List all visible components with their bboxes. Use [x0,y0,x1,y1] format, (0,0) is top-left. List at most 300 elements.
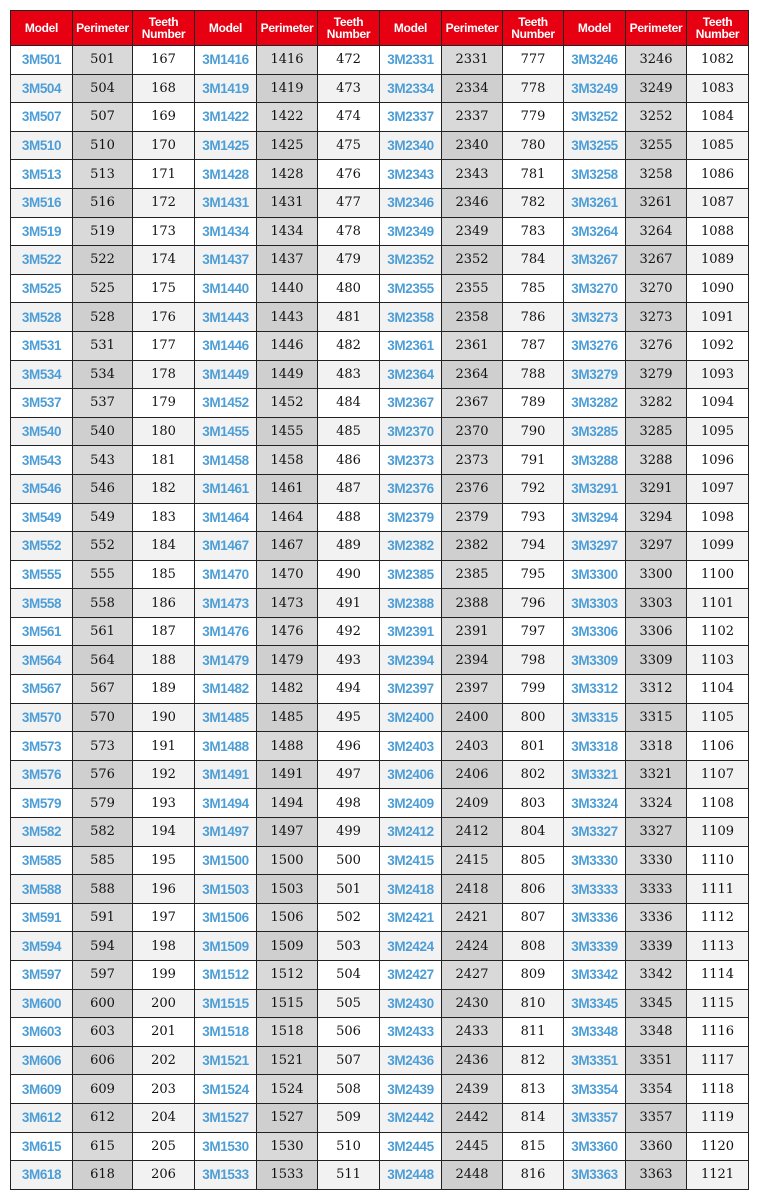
perimeter-cell: 2340 [442,131,503,160]
model-cell: 3M1518 [195,1018,257,1047]
header-teeth-line1: Teeth [702,15,733,29]
model-cell: 3M3321 [564,760,626,789]
table-row [11,1103,749,1132]
perimeter-cell: 3357 [626,1103,687,1132]
perimeter-cell: 1497 [257,818,318,847]
model-cell: 3M618 [11,1161,73,1190]
table-row [11,989,749,1018]
model-cell: 3M525 [11,274,73,303]
teeth-number-cell: 1096 [687,446,749,475]
perimeter-cell: 1440 [257,274,318,303]
model-cell: 3M3315 [564,703,626,732]
table-row [11,217,749,246]
perimeter-cell: 2400 [442,703,503,732]
teeth-number-cell: 784 [503,246,564,275]
perimeter-cell: 1473 [257,589,318,618]
teeth-number-cell: 794 [503,532,564,561]
perimeter-cell: 2439 [442,1075,503,1104]
teeth-number-cell: 178 [133,360,195,389]
perimeter-cell: 2403 [442,732,503,761]
perimeter-cell: 540 [73,417,133,446]
model-cell: 3M3318 [564,732,626,761]
perimeter-cell: 3300 [626,560,687,589]
teeth-number-cell: 789 [503,389,564,418]
model-cell: 3M549 [11,503,73,532]
model-cell: 3M1467 [195,532,257,561]
table-row [11,760,749,789]
perimeter-cell: 1455 [257,417,318,446]
teeth-number-cell: 1115 [687,989,749,1018]
model-cell: 3M555 [11,560,73,589]
model-cell: 3M1452 [195,389,257,418]
model-cell: 3M1533 [195,1161,257,1190]
model-cell: 3M3324 [564,789,626,818]
perimeter-cell: 543 [73,446,133,475]
model-cell: 3M2412 [380,818,442,847]
teeth-number-cell: 1121 [687,1161,749,1190]
teeth-number-cell: 501 [318,875,380,904]
perimeter-cell: 1425 [257,131,318,160]
perimeter-cell: 2445 [442,1132,503,1161]
model-cell: 3M3357 [564,1103,626,1132]
model-cell: 3M1428 [195,160,257,189]
perimeter-cell: 519 [73,217,133,246]
perimeter-cell: 507 [73,103,133,132]
teeth-number-cell: 1118 [687,1075,749,1104]
table-row [11,474,749,503]
teeth-number-cell: 199 [133,961,195,990]
perimeter-cell: 603 [73,1018,133,1047]
header-perimeter: Perimeter [73,11,133,46]
model-cell: 3M2442 [380,1103,442,1132]
teeth-number-cell: 1085 [687,131,749,160]
perimeter-cell: 1482 [257,675,318,704]
teeth-number-cell: 177 [133,331,195,360]
perimeter-cell: 1419 [257,74,318,103]
perimeter-cell: 1422 [257,103,318,132]
model-cell: 3M609 [11,1075,73,1104]
model-cell: 3M3261 [564,188,626,217]
perimeter-cell: 1452 [257,389,318,418]
model-cell: 3M3285 [564,417,626,446]
teeth-number-cell: 793 [503,503,564,532]
perimeter-cell: 504 [73,74,133,103]
teeth-number-cell: 492 [318,617,380,646]
perimeter-cell: 615 [73,1132,133,1161]
teeth-number-cell: 176 [133,303,195,332]
teeth-number-cell: 812 [503,1046,564,1075]
model-cell: 3M3249 [564,74,626,103]
teeth-number-cell: 796 [503,589,564,618]
perimeter-cell: 3303 [626,589,687,618]
teeth-number-cell: 174 [133,246,195,275]
model-cell: 3M1509 [195,932,257,961]
model-cell: 3M534 [11,360,73,389]
teeth-number-cell: 510 [318,1132,380,1161]
model-cell: 3M1443 [195,303,257,332]
header-perimeter: Perimeter [257,11,318,46]
teeth-number-cell: 780 [503,131,564,160]
perimeter-cell: 3330 [626,846,687,875]
perimeter-cell: 3261 [626,188,687,217]
perimeter-cell: 3279 [626,360,687,389]
teeth-number-cell: 778 [503,74,564,103]
teeth-number-cell: 1120 [687,1132,749,1161]
teeth-number-cell: 200 [133,989,195,1018]
teeth-number-cell: 511 [318,1161,380,1190]
model-cell: 3M2373 [380,446,442,475]
header-teeth-line1: Teeth [518,15,548,29]
perimeter-cell: 531 [73,331,133,360]
model-cell: 3M3339 [564,932,626,961]
model-cell: 3M3330 [564,846,626,875]
header-model: Model [11,11,73,46]
model-cell: 3M1446 [195,331,257,360]
model-cell: 3M615 [11,1132,73,1161]
model-cell: 3M1422 [195,103,257,132]
model-cell: 3M1503 [195,875,257,904]
teeth-number-cell: 504 [318,961,380,990]
perimeter-cell: 522 [73,246,133,275]
model-cell: 3M3273 [564,303,626,332]
perimeter-cell: 501 [73,46,133,75]
teeth-number-cell: 495 [318,703,380,732]
teeth-number-cell: 497 [318,760,380,789]
teeth-number-cell: 1087 [687,188,749,217]
perimeter-cell: 546 [73,474,133,503]
teeth-number-cell: 507 [318,1046,380,1075]
perimeter-cell: 1509 [257,932,318,961]
table-row [11,789,749,818]
teeth-number-cell: 781 [503,160,564,189]
teeth-number-cell: 193 [133,789,195,818]
perimeter-cell: 570 [73,703,133,732]
teeth-number-cell: 811 [503,1018,564,1047]
teeth-number-cell: 1112 [687,903,749,932]
perimeter-cell: 3276 [626,331,687,360]
model-cell: 3M2352 [380,246,442,275]
model-cell: 3M1491 [195,760,257,789]
table-row [11,646,749,675]
teeth-number-cell: 1083 [687,74,749,103]
perimeter-cell: 3312 [626,675,687,704]
model-cell: 3M1485 [195,703,257,732]
table-row [11,961,749,990]
teeth-number-cell: 203 [133,1075,195,1104]
header-row [11,11,749,46]
perimeter-cell: 3315 [626,703,687,732]
model-cell: 3M1506 [195,903,257,932]
table-row [11,675,749,704]
perimeter-cell: 1506 [257,903,318,932]
perimeter-cell: 3324 [626,789,687,818]
model-cell: 3M1494 [195,789,257,818]
model-cell: 3M2433 [380,1018,442,1047]
model-cell: 3M2397 [380,675,442,704]
model-cell: 3M579 [11,789,73,818]
teeth-number-cell: 503 [318,932,380,961]
teeth-number-cell: 187 [133,617,195,646]
teeth-number-cell: 484 [318,389,380,418]
teeth-number-cell: 473 [318,74,380,103]
model-cell: 3M3345 [564,989,626,1018]
teeth-number-cell: 480 [318,274,380,303]
model-cell: 3M1461 [195,474,257,503]
model-cell: 3M2361 [380,331,442,360]
perimeter-cell: 1521 [257,1046,318,1075]
perimeter-cell: 3291 [626,474,687,503]
table-row [11,703,749,732]
table-row [11,446,749,475]
teeth-number-cell: 186 [133,589,195,618]
teeth-number-cell: 782 [503,188,564,217]
table-row [11,246,749,275]
model-cell: 3M1464 [195,503,257,532]
teeth-number-cell: 803 [503,789,564,818]
belt-spec-table [10,10,749,1190]
model-cell: 3M507 [11,103,73,132]
table-row [11,1161,749,1190]
model-cell: 3M1530 [195,1132,257,1161]
model-cell: 3M3363 [564,1161,626,1190]
table-header [11,11,749,46]
model-cell: 3M2367 [380,389,442,418]
model-cell: 3M543 [11,446,73,475]
teeth-number-cell: 779 [503,103,564,132]
perimeter-cell: 3255 [626,131,687,160]
teeth-number-cell: 479 [318,246,380,275]
teeth-number-cell: 490 [318,560,380,589]
teeth-number-cell: 505 [318,989,380,1018]
perimeter-cell: 1428 [257,160,318,189]
perimeter-cell: 3339 [626,932,687,961]
teeth-number-cell: 1093 [687,360,749,389]
perimeter-cell: 579 [73,789,133,818]
model-cell: 3M2337 [380,103,442,132]
header-perimeter: Perimeter [626,11,687,46]
perimeter-cell: 594 [73,932,133,961]
model-cell: 3M2379 [380,503,442,532]
model-cell: 3M531 [11,331,73,360]
teeth-number-cell: 489 [318,532,380,561]
teeth-number-cell: 194 [133,818,195,847]
table-body [11,46,749,1190]
model-cell: 3M1482 [195,675,257,704]
perimeter-cell: 3246 [626,46,687,75]
teeth-number-cell: 816 [503,1161,564,1190]
model-cell: 3M3309 [564,646,626,675]
model-cell: 3M603 [11,1018,73,1047]
teeth-number-cell: 783 [503,217,564,246]
header-teeth-line2: Number [141,27,186,41]
model-cell: 3M1440 [195,274,257,303]
teeth-number-cell: 1089 [687,246,749,275]
model-cell: 3M2340 [380,131,442,160]
model-cell: 3M1524 [195,1075,257,1104]
header-teeth-number [133,11,195,46]
header-teeth-number [687,11,749,46]
teeth-number-cell: 170 [133,131,195,160]
perimeter-cell: 2391 [442,617,503,646]
perimeter-cell: 1461 [257,474,318,503]
perimeter-cell: 1416 [257,46,318,75]
teeth-number-cell: 1090 [687,274,749,303]
model-cell: 3M2364 [380,360,442,389]
perimeter-cell: 2367 [442,389,503,418]
perimeter-cell: 576 [73,760,133,789]
table-row [11,331,749,360]
perimeter-cell: 516 [73,188,133,217]
model-cell: 3M2424 [380,932,442,961]
perimeter-cell: 585 [73,846,133,875]
teeth-number-cell: 1117 [687,1046,749,1075]
model-cell: 3M3267 [564,246,626,275]
model-cell: 3M1512 [195,961,257,990]
model-cell: 3M522 [11,246,73,275]
perimeter-cell: 510 [73,131,133,160]
teeth-number-cell: 189 [133,675,195,704]
perimeter-cell: 513 [73,160,133,189]
perimeter-cell: 3342 [626,961,687,990]
header-teeth-number [503,11,564,46]
teeth-number-cell: 181 [133,446,195,475]
teeth-number-cell: 1109 [687,818,749,847]
teeth-number-cell: 205 [133,1132,195,1161]
perimeter-cell: 561 [73,617,133,646]
model-cell: 3M2334 [380,74,442,103]
perimeter-cell: 573 [73,732,133,761]
teeth-number-cell: 1105 [687,703,749,732]
perimeter-cell: 2415 [442,846,503,875]
teeth-number-cell: 201 [133,1018,195,1047]
header-model: Model [380,11,442,46]
model-cell: 3M2400 [380,703,442,732]
perimeter-cell: 2331 [442,46,503,75]
model-cell: 3M516 [11,188,73,217]
model-cell: 3M3246 [564,46,626,75]
header-teeth-line2: Number [695,27,740,41]
teeth-number-cell: 802 [503,760,564,789]
model-cell: 3M2385 [380,560,442,589]
model-cell: 3M2418 [380,875,442,904]
model-cell: 3M1473 [195,589,257,618]
model-cell: 3M597 [11,961,73,990]
teeth-number-cell: 1119 [687,1103,749,1132]
teeth-number-cell: 1103 [687,646,749,675]
model-cell: 3M567 [11,675,73,704]
teeth-number-cell: 788 [503,360,564,389]
teeth-number-cell: 1108 [687,789,749,818]
perimeter-cell: 3327 [626,818,687,847]
model-cell: 3M2355 [380,274,442,303]
teeth-number-cell: 790 [503,417,564,446]
perimeter-cell: 1494 [257,789,318,818]
teeth-number-cell: 202 [133,1046,195,1075]
teeth-number-cell: 175 [133,274,195,303]
teeth-number-cell: 197 [133,903,195,932]
model-cell: 3M519 [11,217,73,246]
model-cell: 3M594 [11,932,73,961]
perimeter-cell: 2442 [442,1103,503,1132]
perimeter-cell: 2424 [442,932,503,961]
perimeter-cell: 3363 [626,1161,687,1190]
perimeter-cell: 1515 [257,989,318,1018]
table-row [11,274,749,303]
table-row [11,360,749,389]
perimeter-cell: 2352 [442,246,503,275]
model-cell: 3M3297 [564,532,626,561]
table-row [11,1018,749,1047]
teeth-number-cell: 798 [503,646,564,675]
teeth-number-cell: 792 [503,474,564,503]
perimeter-cell: 3360 [626,1132,687,1161]
model-cell: 3M2445 [380,1132,442,1161]
teeth-number-cell: 179 [133,389,195,418]
teeth-number-cell: 184 [133,532,195,561]
model-cell: 3M2427 [380,961,442,990]
model-cell: 3M1521 [195,1046,257,1075]
teeth-number-cell: 168 [133,74,195,103]
perimeter-cell: 2343 [442,160,503,189]
model-cell: 3M2394 [380,646,442,675]
teeth-number-cell: 1097 [687,474,749,503]
teeth-number-cell: 483 [318,360,380,389]
teeth-number-cell: 182 [133,474,195,503]
table-row [11,875,749,904]
perimeter-cell: 3351 [626,1046,687,1075]
belt-spec-table-container [10,10,748,1190]
teeth-number-cell: 1086 [687,160,749,189]
perimeter-cell: 2385 [442,560,503,589]
model-cell: 3M600 [11,989,73,1018]
model-cell: 3M3288 [564,446,626,475]
perimeter-cell: 3336 [626,903,687,932]
model-cell: 3M3327 [564,818,626,847]
perimeter-cell: 612 [73,1103,133,1132]
teeth-number-cell: 797 [503,617,564,646]
perimeter-cell: 567 [73,675,133,704]
teeth-number-cell: 508 [318,1075,380,1104]
table-row [11,1132,749,1161]
teeth-number-cell: 791 [503,446,564,475]
teeth-number-cell: 787 [503,331,564,360]
model-cell: 3M504 [11,74,73,103]
perimeter-cell: 2355 [442,274,503,303]
teeth-number-cell: 801 [503,732,564,761]
teeth-number-cell: 502 [318,903,380,932]
table-row [11,560,749,589]
perimeter-cell: 3333 [626,875,687,904]
perimeter-cell: 534 [73,360,133,389]
teeth-number-cell: 183 [133,503,195,532]
perimeter-cell: 2418 [442,875,503,904]
table-row [11,188,749,217]
model-cell: 3M2370 [380,417,442,446]
perimeter-cell: 3354 [626,1075,687,1104]
model-cell: 3M552 [11,532,73,561]
teeth-number-cell: 198 [133,932,195,961]
teeth-number-cell: 1102 [687,617,749,646]
perimeter-cell: 2361 [442,331,503,360]
model-cell: 3M3264 [564,217,626,246]
teeth-number-cell: 1084 [687,103,749,132]
table-row [11,303,749,332]
teeth-number-cell: 188 [133,646,195,675]
teeth-number-cell: 172 [133,188,195,217]
model-cell: 3M1479 [195,646,257,675]
table-row [11,1046,749,1075]
perimeter-cell: 2373 [442,446,503,475]
